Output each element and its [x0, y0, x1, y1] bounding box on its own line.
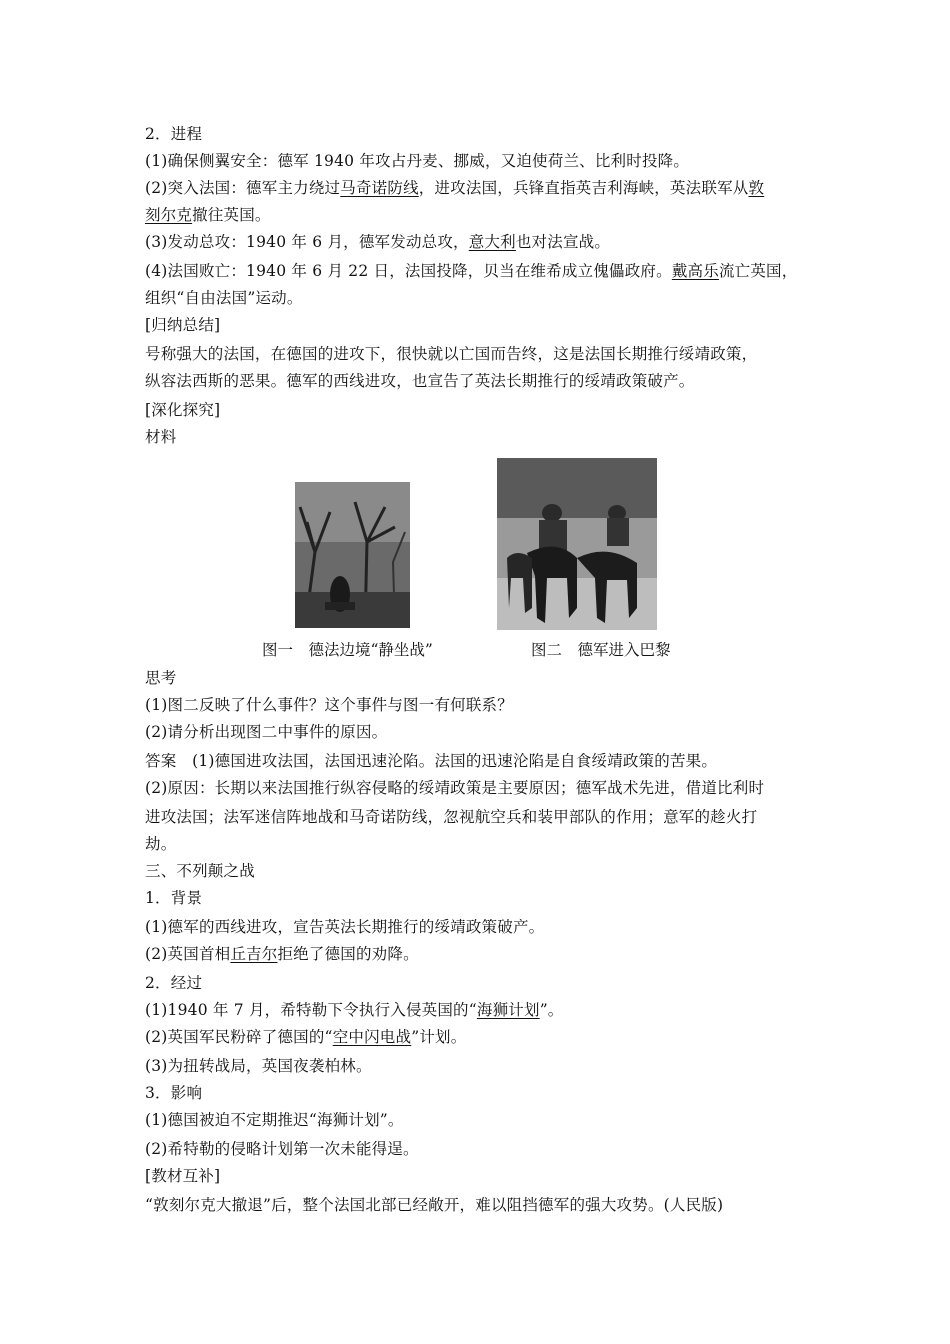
text-line: 号称强大的法国，在德国的进攻下，很快就以亡国而告终，这是法国长期推行绥靖政策，	[145, 345, 758, 363]
answer-line: 劫。	[145, 835, 177, 853]
text-line: (1)确保侧翼安全：德军 1940 年攻占丹麦、挪威，又迫使荷兰、比利时投降。	[145, 152, 690, 170]
text-line: “敦刻尔克大撤退”后，整个法国北部已经敞开，难以阻挡德军的强大攻势。(人民版)	[145, 1196, 724, 1214]
section-label-supplement: [教材互补]	[145, 1167, 221, 1185]
text-line: 刻尔克撤往英国。	[145, 206, 271, 224]
answer-line: 进攻法国；法军迷信阵地战和马奇诺防线，忽视航空兵和装甲部队的作用；意军的趁火打	[145, 808, 758, 826]
heading-process: 2．经过	[145, 974, 203, 992]
heading-background: 1．背景	[145, 889, 203, 907]
text-line: 纵容法西斯的恶果。德军的西线进攻，也宣告了英法长期推行的绥靖政策破产。	[145, 372, 695, 390]
text-line: (2)英国军民粉碎了德国的“空中闪电战”计划。	[145, 1028, 467, 1046]
figure-2-caption: 图二 德军进入巴黎	[531, 641, 671, 659]
text-line: (1)1940 年 7 月，希特勒下令执行入侵英国的“海狮计划”。	[145, 1001, 564, 1019]
text-line: (2)希特勒的侵略计划第一次未能得逞。	[145, 1140, 419, 1158]
figure-1-caption: 图一 德法边境“静坐战”	[262, 641, 433, 659]
text-line: (2)突入法国：德军主力绕过马奇诺防线，进攻法国，兵锋直指英吉利海峡，英法联军从敦	[145, 179, 765, 197]
text-line: (2)英国首相丘吉尔拒绝了德国的劝降。	[145, 945, 419, 963]
figure-1-photo	[295, 482, 410, 628]
question-2: (2)请分析出现图二中事件的原因。	[145, 723, 388, 741]
heading-impact: 3．影响	[145, 1084, 203, 1102]
text-line: (1)德军的西线进攻，宣告英法长期推行的绥靖政策破产。	[145, 918, 545, 936]
text-line: (3)发动总攻：1940 年 6 月，德军发动总攻，意大利也对法宣战。	[145, 233, 611, 251]
text-line: (4)法国败亡：1940 年 6 月 22 日，法国投降，贝当在维希成立傀儡政府。戴高乐流亡英国，	[145, 262, 798, 280]
text-line: 组织“自由法国”运动。	[145, 289, 303, 307]
section-label-summary: [归纳总结]	[145, 316, 221, 334]
text-line: (3)为扭转战局，英国夜袭柏林。	[145, 1057, 372, 1075]
section-label-explore: [深化探究]	[145, 401, 221, 419]
text-line: (1)德国被迫不定期推迟“海狮计划”。	[145, 1111, 404, 1129]
material-label: 材料	[145, 428, 177, 446]
think-label: 思考	[145, 669, 177, 687]
question-1: (1)图二反映了什么事件？这个事件与图一有何联系？	[145, 696, 513, 714]
section-heading-battle-of-britain: 三、不列颠之战	[145, 862, 255, 880]
answer-line: 答案 (1)德国进攻法国，法国迅速沦陷。法国的迅速沦陷是自食绥靖政策的苦果。	[145, 752, 718, 770]
figure-2-photo	[497, 458, 657, 630]
heading-progress: 2．进程	[145, 125, 203, 143]
answer-line: (2)原因：长期以来法国推行纵容侵略的绥靖政策是主要原因；德军战术先进，借道比利时	[145, 779, 765, 797]
